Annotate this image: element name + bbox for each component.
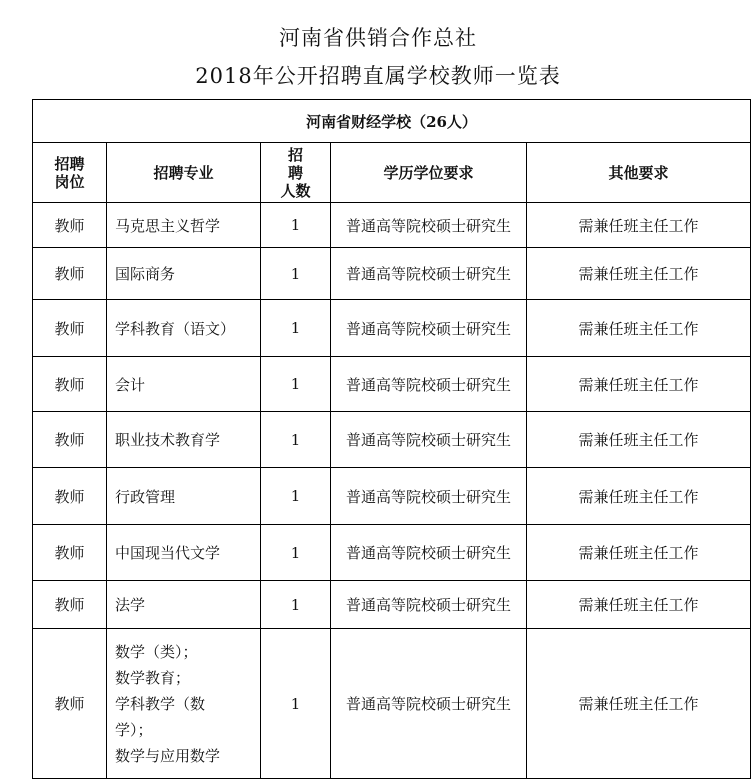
header-education: 学历学位要求 <box>331 143 527 203</box>
cell-count: 1 <box>261 203 331 248</box>
header-count-line3: 人数 <box>280 181 311 200</box>
recruitment-table <box>32 99 751 779</box>
cell-post: 教师 <box>33 468 107 525</box>
table-row <box>33 357 751 412</box>
table-row <box>33 581 751 629</box>
cell-other: 需兼任班主任工作 <box>527 203 751 248</box>
cell-post: 教师 <box>33 357 107 412</box>
major-line: 学科教学（数 <box>115 694 206 713</box>
cell-other: 需兼任班主任工作 <box>527 525 751 581</box>
cell-major: 法学 <box>107 581 261 629</box>
cell-major: 马克思主义哲学 <box>107 203 261 248</box>
cell-other: 需兼任班主任工作 <box>527 300 751 357</box>
cell-count: 1 <box>261 525 331 581</box>
header-post <box>33 143 107 203</box>
cell-education: 普通高等院校硕士研究生 <box>331 629 527 779</box>
table-row <box>33 525 751 581</box>
cell-major: 会计 <box>107 357 261 412</box>
header-count-line1: 招 <box>287 145 303 164</box>
cell-post: 教师 <box>33 203 107 248</box>
major-line: 数学与应用数学 <box>115 746 221 765</box>
header-count-line2: 聘 <box>287 163 303 182</box>
cell-other: 需兼任班主任工作 <box>527 468 751 525</box>
cell-major: 国际商务 <box>107 248 261 300</box>
cell-education: 普通高等院校硕士研究生 <box>331 300 527 357</box>
table-row <box>33 629 751 779</box>
cell-other: 需兼任班主任工作 <box>527 412 751 468</box>
cell-education: 普通高等院校硕士研究生 <box>331 248 527 300</box>
cell-major: 行政管理 <box>107 468 261 525</box>
cell-count: 1 <box>261 300 331 357</box>
cell-post: 教师 <box>33 629 107 779</box>
cell-education: 普通高等院校硕士研究生 <box>331 581 527 629</box>
cell-major: 中国现当代文学 <box>107 525 261 581</box>
cell-count: 1 <box>261 629 331 779</box>
table-row <box>33 468 751 525</box>
cell-major: 职业技术教育学 <box>107 412 261 468</box>
document-title: 河南省供销合作总社 <box>279 26 477 50</box>
cell-count: 1 <box>261 248 331 300</box>
table-row <box>33 248 751 300</box>
cell-count: 1 <box>261 581 331 629</box>
school-header: 河南省财经学校（26人） <box>33 100 751 143</box>
header-major: 招聘专业 <box>107 143 261 203</box>
table-header-row <box>33 143 751 203</box>
cell-count: 1 <box>261 357 331 412</box>
cell-post: 教师 <box>33 248 107 300</box>
cell-post: 教师 <box>33 412 107 468</box>
document-subtitle: 2018年公开招聘直属学校教师一览表 <box>195 64 561 88</box>
header-other: 其他要求 <box>527 143 751 203</box>
cell-education: 普通高等院校硕士研究生 <box>331 412 527 468</box>
cell-education: 普通高等院校硕士研究生 <box>331 468 527 525</box>
cell-count: 1 <box>261 468 331 525</box>
cell-education: 普通高等院校硕士研究生 <box>331 203 527 248</box>
cell-education: 普通高等院校硕士研究生 <box>331 357 527 412</box>
table-row <box>33 412 751 468</box>
cell-other: 需兼任班主任工作 <box>527 248 751 300</box>
cell-major: 学科教育（语文） <box>107 300 261 357</box>
header-post-line2: 岗位 <box>54 172 85 191</box>
cell-major-multiline <box>107 629 261 779</box>
table-row <box>33 203 751 248</box>
cell-count: 1 <box>261 412 331 468</box>
major-line: 数学（类）； <box>115 642 198 661</box>
cell-other: 需兼任班主任工作 <box>527 629 751 779</box>
cell-other: 需兼任班主任工作 <box>527 581 751 629</box>
header-post-line1: 招聘 <box>54 154 85 173</box>
cell-other: 需兼任班主任工作 <box>527 357 751 412</box>
table-row <box>33 300 751 357</box>
cell-post: 教师 <box>33 300 107 357</box>
major-line: 学）； <box>115 720 153 739</box>
cell-post: 教师 <box>33 525 107 581</box>
major-line: 数学教育； <box>115 668 191 687</box>
cell-post: 教师 <box>33 581 107 629</box>
header-count <box>261 143 331 203</box>
cell-education: 普通高等院校硕士研究生 <box>331 525 527 581</box>
